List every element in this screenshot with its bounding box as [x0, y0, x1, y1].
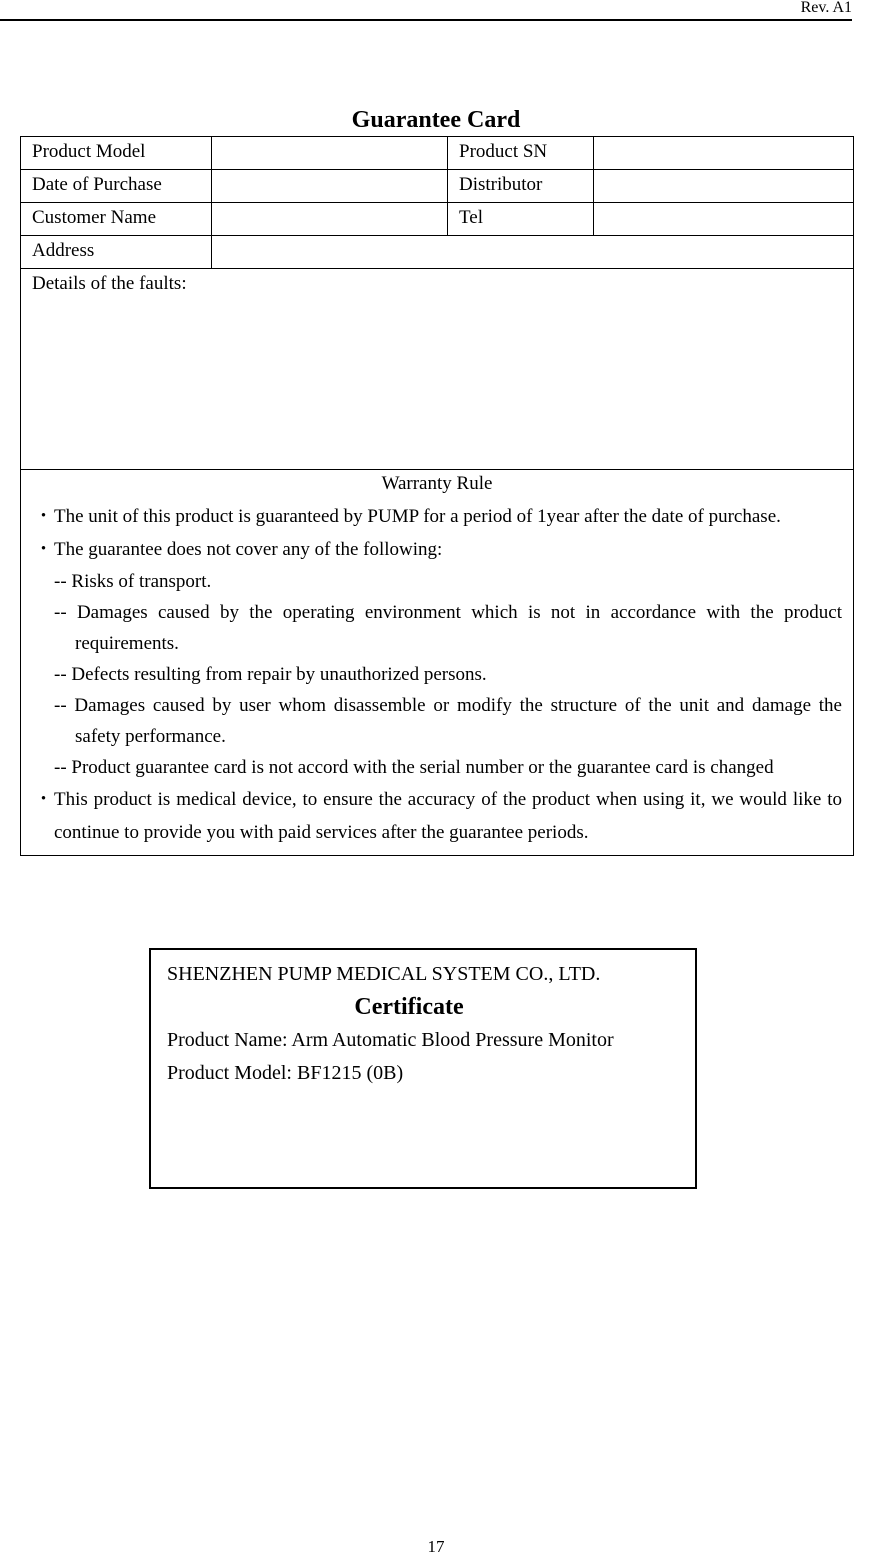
warranty-bullet	[32, 533, 842, 566]
distributor-field[interactable]	[594, 170, 854, 203]
tel-field[interactable]	[594, 203, 854, 236]
bullet-icon: ・	[34, 539, 54, 560]
certificate-product-model: Product Model: BF1215 (0B)	[167, 1062, 404, 1084]
table-row	[21, 470, 854, 856]
date-of-purchase-label: Date of Purchase	[21, 170, 212, 203]
customer-name-field[interactable]	[212, 203, 448, 236]
product-model-field[interactable]	[212, 137, 448, 170]
page-title: Guarantee Card	[351, 107, 521, 133]
tel-label: Tel	[448, 203, 594, 236]
header-divider	[0, 19, 852, 21]
exclusion-item: -- Damages caused by the operating environment which is not in accordance with the product requirements.	[54, 602, 842, 654]
page-number: 17	[427, 1537, 445, 1556]
date-of-purchase-field[interactable]	[212, 170, 448, 203]
warranty-rule-section	[21, 470, 854, 856]
product-sn-label: Product SN	[448, 137, 594, 170]
table-row	[21, 137, 854, 170]
exclusion-item: -- Product guarantee card is not accord with the serial number or the guarantee card is changed	[54, 757, 774, 778]
bullet-icon: ・	[34, 506, 54, 527]
address-field[interactable]	[212, 236, 854, 269]
warranty-bullet-text: The unit of this product is guaranteed by PUMP for a period of 1year after the date of purchase.	[54, 506, 781, 527]
certificate-company: SHENZHEN PUMP MEDICAL SYSTEM CO., LTD.	[167, 963, 601, 985]
revision-label: Rev. A1	[800, 0, 852, 16]
warranty-bullet-text: This product is medical device, to ensure the accuracy of the product when using it, we would like to continue to provide you with paid services after the guarantee periods.	[54, 789, 842, 843]
warranty-rule-title: Warranty Rule	[381, 473, 493, 494]
address-label: Address	[21, 236, 212, 269]
customer-name-label: Customer Name	[21, 203, 212, 236]
warranty-bullet-text: The guarantee does not cover any of the following:	[54, 539, 443, 560]
faults-field[interactable]	[21, 269, 854, 470]
table-row	[21, 203, 854, 236]
faults-label: Details of the faults:	[32, 273, 187, 294]
guarantee-card-table	[20, 136, 854, 856]
table-row	[21, 236, 854, 269]
distributor-label: Distributor	[448, 170, 594, 203]
exclusion-item: -- Defects resulting from repair by unauthorized persons.	[54, 664, 487, 685]
table-row	[21, 269, 854, 470]
warranty-bullet	[32, 500, 842, 533]
exclusion-item: -- Damages caused by user whom disassemble or modify the structure of the unit and damage the safety performance.	[54, 695, 842, 747]
warranty-bullet	[32, 783, 842, 849]
exclusion-item: -- Risks of transport.	[54, 571, 212, 592]
certificate-product-name: Product Name: Arm Automatic Blood Pressure Monitor	[167, 1029, 614, 1051]
table-row	[21, 170, 854, 203]
bullet-icon: ・	[34, 789, 54, 810]
product-model-label: Product Model	[21, 137, 212, 170]
certificate-title: Certificate	[354, 994, 464, 1020]
product-sn-field[interactable]	[594, 137, 854, 170]
certificate-box	[149, 948, 697, 1189]
